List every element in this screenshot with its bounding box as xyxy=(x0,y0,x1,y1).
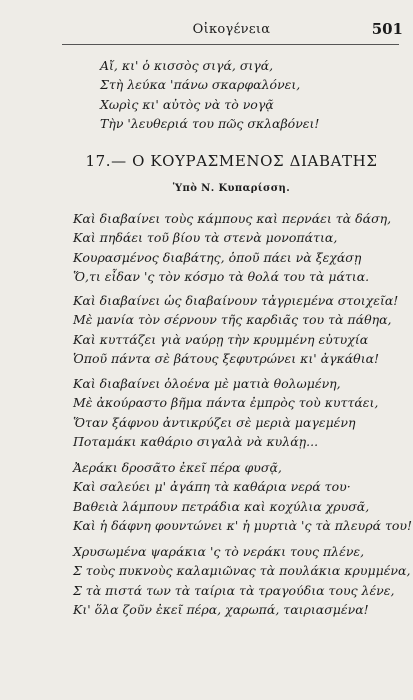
verse-line: Χωρὶς κι' αὐτὸς νὰ τὸ νογᾷ xyxy=(100,96,274,112)
verse-line: Ποταμάκι καθάριο σιγαλὰ νὰ κυλάῃ... xyxy=(73,434,319,450)
running-title: Οἰκογένεια xyxy=(192,22,271,37)
verse-line: Βαθειὰ λάμπουν πετράδια καὶ κοχύλια χρυσᾶ, xyxy=(73,498,370,514)
verse-line: Σ τοὺς πυκνοὺς καλαμιῶνας τὰ πουλάκια κρυμμένα, xyxy=(73,563,411,579)
poem-title: 17.— Ο ΚΟΥΡΑΣΜΕΝΟΣ ΔΙΑΒΑΤΗΣ xyxy=(85,152,378,170)
stanza-previous-poem xyxy=(100,56,319,134)
verse-line: Αἴ, κι' ὁ κισσὸς σιγά, σιγά, xyxy=(100,58,274,73)
stanza-2 xyxy=(73,291,398,369)
running-head xyxy=(60,22,403,42)
page-number: 501 xyxy=(371,20,403,38)
verse-line: Σ τὰ πιστά των τὰ ταίρια τὰ τραγούδια τους λένε, xyxy=(73,582,395,598)
stanza-3 xyxy=(73,374,378,452)
stanza-4 xyxy=(73,458,412,536)
verse-line: Στὴ λεύκα 'πάνω σκαρφαλόνει, xyxy=(100,77,301,93)
verse-line: Μὲ ἀκούραστο βῆμα πάντα ἐμπρὸς τοὺ κυττάει, xyxy=(73,395,379,411)
verse-line: Κουρασμένος διαβάτης, ὁποῦ πάει νὰ ξεχάσῃ xyxy=(73,249,362,265)
stanza-1 xyxy=(73,209,391,287)
verse-line: Καὶ διαβαίνει τοὺς κάμπους καὶ περνάει τὰ δάση, xyxy=(73,211,392,226)
verse-line: Χρυσωμένα ψαράκια 'ς τὸ νεράκι τους πλένε, xyxy=(73,544,365,559)
verse-line: Καὶ ἡ δάφνη φουντώνει κ' ἡ μυρτιὰ 'ς τὰ πλευρά του! xyxy=(73,518,413,534)
verse-line: Καὶ σαλεύει μ' ἀγάπη τὰ καθάρια νερά του· xyxy=(73,479,351,495)
verse-line: Ἀεράκι δροσᾶτο ἐκεῖ πέρα φυσᾷ, xyxy=(73,460,282,475)
verse-line: Καὶ διαβαίνει ὡς διαβαίνουν τἀγριεμένα στοιχεῖα! xyxy=(73,293,399,308)
verse-line: Ὅ,τι εἶδαν 'ς τὸν κόσμο τὰ θολά του τὰ μάτια. xyxy=(73,269,370,285)
verse-line: Καὶ διαβαίνει ὁλοένα μὲ ματιὰ θολωμένη, xyxy=(73,376,341,391)
stanza-5 xyxy=(73,542,410,620)
verse-line: Καὶ κυττάζει γιὰ ναύρῃ τὴν κρυμμένη εὐτυχία xyxy=(73,331,369,347)
header-rule xyxy=(62,44,399,45)
verse-line: Ὁποῦ πάντα σὲ βάτους ξεφυτρώνει κι' ἀγκάθια! xyxy=(73,351,380,367)
verse-line: Κι' ὅλα ζοῦν ἐκεῖ πέρα, χαρωπά, ταιριασμένα! xyxy=(73,602,369,618)
verse-line: Μὲ μανία τὸν σέρνουν τῆς καρδιᾶς του τὰ πάθηα, xyxy=(73,312,392,328)
verse-line: Καὶ πηδάει τοῦ βίου τὰ στενὰ μονοπάτια, xyxy=(73,230,338,246)
verse-line: Τὴν 'λευθεριά του πῶς σκλαβόνει! xyxy=(100,116,320,132)
verse-line: Ὅταν ξάφνου ἀντικρύζει σὲ μεριὰ μαγεμένη xyxy=(73,414,356,430)
poem-author: Ὑπὸ Ν. Κυπαρίσση. xyxy=(172,183,291,194)
